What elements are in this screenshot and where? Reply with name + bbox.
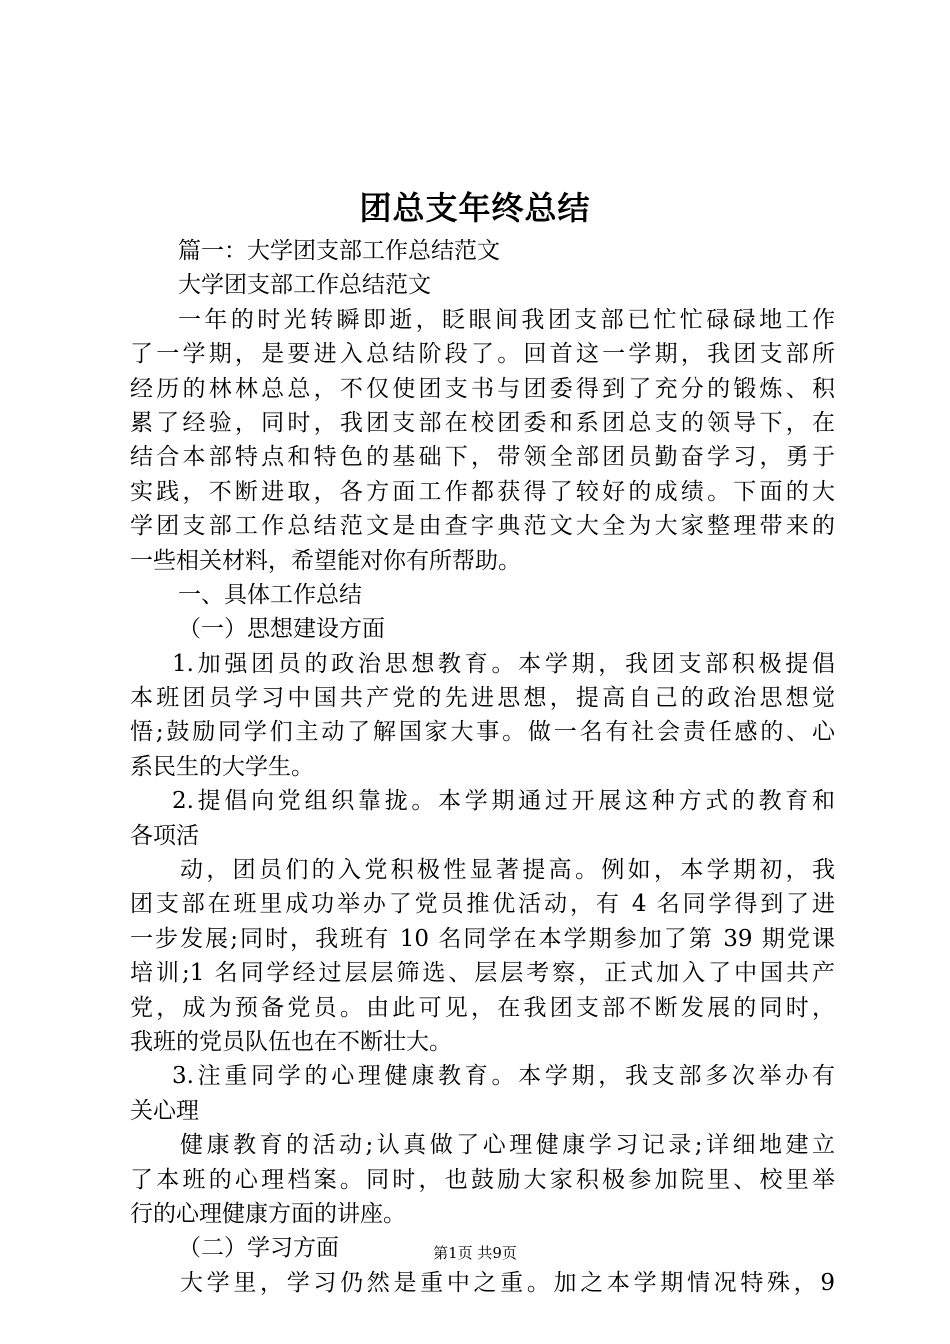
- text-line: 一些相关材料，希望能对你有所帮助。: [130, 547, 521, 574]
- text-line: 健康教育的活动;认真做了心理健康学习记录;详细地建立: [180, 1132, 835, 1159]
- text-line: 2.提倡向党组织靠拢。本学期通过开展这种方式的教育和: [172, 788, 835, 815]
- page-footer: 第1页 共9页: [433, 1244, 517, 1262]
- text-line: 经历的林林总总，不仅使团支书与团委得到了充分的锻炼、积: [130, 375, 835, 402]
- text-line: 一步发展;同时，我班有 10 名同学在本学期参加了第 39 期党课: [130, 925, 835, 952]
- text-line: 累了经验，同时，我团支部在校团委和系团总支的领导下，在: [130, 409, 835, 436]
- text-line: 一、具体工作总结: [178, 581, 362, 608]
- text-line: 一年的时光转瞬即逝，眨眼间我团支部已忙忙碌碌地工作: [178, 306, 835, 333]
- text-line: 各项活: [130, 822, 199, 849]
- text-line: 了本班的心理档案。同时，也鼓励大家积极参加院里、校里举: [130, 1166, 835, 1193]
- text-line: 1.加强团员的政治思想教育。本学期，我团支部积极提倡: [172, 650, 835, 677]
- text-line: 团支部在班里成功举办了党员推优活动，有 4 名同学得到了进: [130, 891, 835, 918]
- text-line: 学团支部工作总结范文是由查字典范文大全为大家整理带来的: [130, 513, 835, 540]
- text-line: 悟;鼓励同学们主动了解国家大事。做一名有社会责任感的、心: [130, 719, 835, 746]
- text-line: 大学团支部工作总结范文: [178, 272, 431, 299]
- text-line: 篇一：大学团支部工作总结范文: [178, 238, 500, 264]
- document-body: [130, 234, 835, 1300]
- text-line: 动，团员们的入党积极性显著提高。例如，本学期初，我: [180, 857, 835, 884]
- text-line: （一）思想建设方面: [178, 616, 385, 643]
- text-line: 我班的党员队伍也在不断壮大。: [130, 1028, 452, 1055]
- text-line: 行的心理健康方面的讲座。: [130, 1200, 406, 1227]
- text-line: 系民生的大学生。: [130, 753, 314, 780]
- text-line: 了一学期，是要进入总结阶段了。回首这一学期，我团支部所: [130, 341, 835, 368]
- text-line: （二）学习方面: [178, 1235, 339, 1262]
- text-line: 党，成为预备党员。由此可见，在我团支部不断发展的同时，: [130, 994, 835, 1021]
- text-line: 结合本部特点和特色的基础下，带领全部团员勤奋学习，勇于: [130, 444, 835, 471]
- text-line: 实践，不断进取，各方面工作都获得了较好的成绩。下面的大: [130, 478, 835, 505]
- text-line: 本班团员学习中国共产党的先进思想，提高自己的政治思想觉: [130, 685, 835, 712]
- text-line: 培训;1 名同学经过层层筛选、层层考察，正式加入了中国共产: [130, 960, 835, 987]
- text-line: 关心理: [130, 1097, 199, 1124]
- document-title: 团总支年终总结: [359, 189, 591, 227]
- text-line: 3.注重同学的心理健康教育。本学期，我支部多次举办有: [172, 1063, 835, 1090]
- text-line: 大学里，学习仍然是重中之重。加之本学期情况特殊，9: [180, 1269, 835, 1296]
